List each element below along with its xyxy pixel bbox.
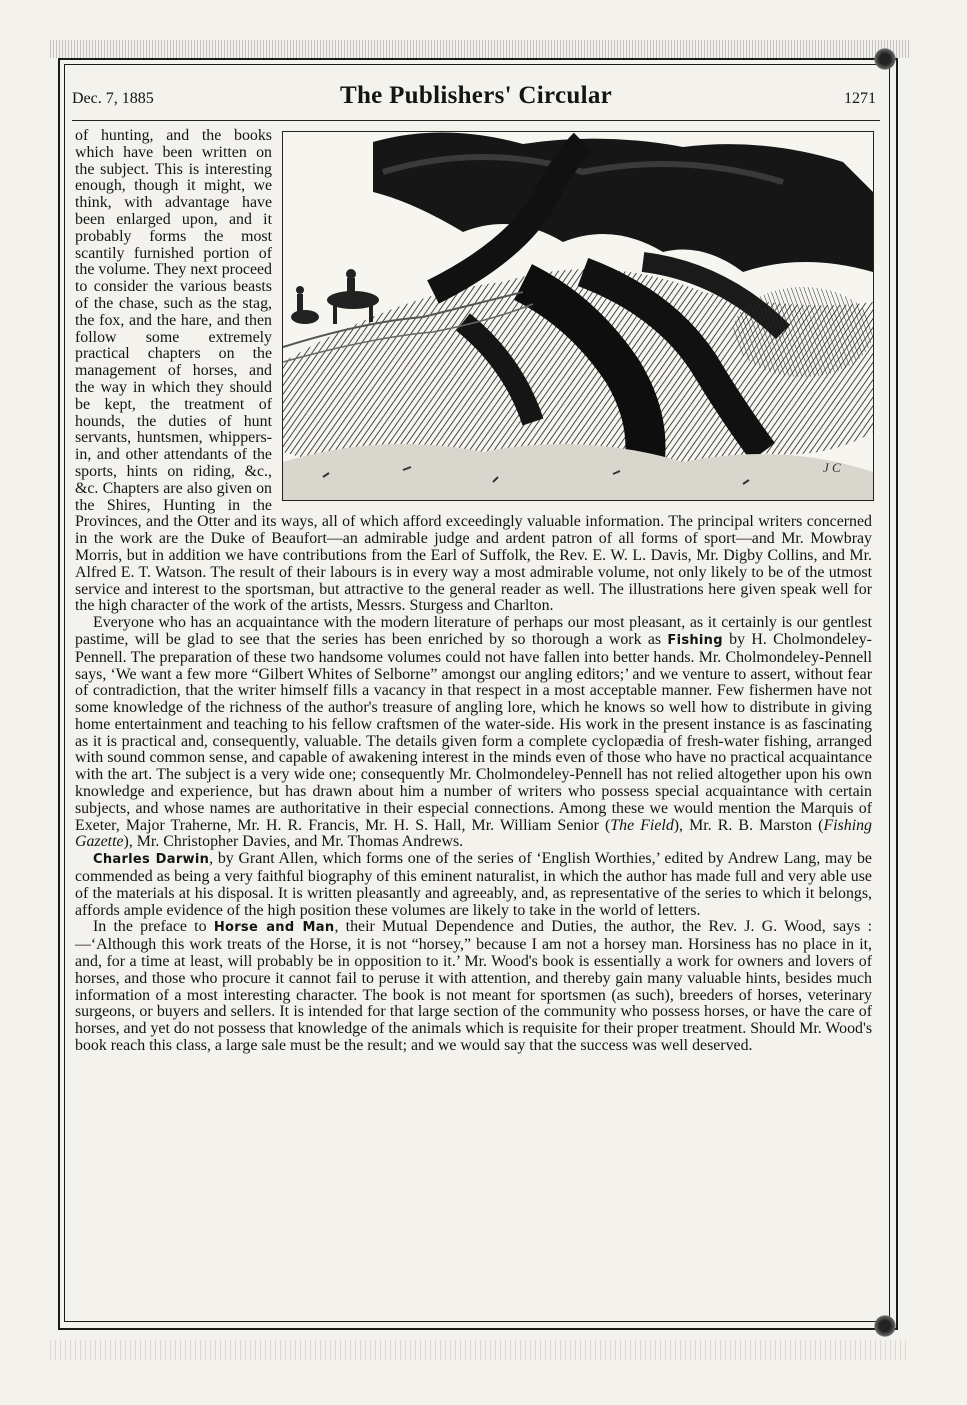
corner-ornament-icon [872, 46, 898, 72]
paper-speckle-bottom [50, 1340, 910, 1360]
page-number: 1271 [844, 90, 876, 107]
corner-ornament-icon [872, 1313, 898, 1339]
header-date: Dec. 7, 1885 [72, 90, 154, 107]
paragraph-horse-and-man: In the preface to Horse and Man, their Mutual Dependence and Duties, the author, the Rev. J. G. Wood, says :—‘Although this work treats of the Horse, it is not “horsey,” because I am not a horsey man. Horsiness has no place in it, and, for a time at least, will probably be in opposition to it.’ Mr. Wood's book is essentially a work for owners and lovers of horses, and those who procure it cannot fail to peruse it with attention, and thereby gain many valuable hints, besides much information of a most interesting character. The book is not meant for sportsmen (as such), breeders of horses, veterinary surgeons, or buyers and sellers. It is intended for that large section of the community who possess horses, or have the care of horses, and yet do not possess that knowledge of the animals which is requisite for their proper treatment. Should Mr. Wood's book reach this class, a large sale must be the result; and we would say that the success was well deserved. [75, 918, 873, 1055]
book-title-horse-and-man: Horse and Man [213, 920, 335, 936]
paragraph-darwin: Charles Darwin, by Grant Allen, which forms one of the series of ‘English Worthies,’ edited by Andrew Lang, may be commended as being a very faithful biography of this eminent naturalist, in which the author has made full and very able use of the materials at his disposal. It is written pleasantly and agreeably, and, as representative of the series to which it belongs, affords ample evidence of the high position these volumes are likely to take in the world of letters. [75, 850, 872, 919]
article-body [75, 128, 872, 1055]
artist-signature: J C [823, 460, 841, 475]
book-title-fishing: Fishing [667, 632, 723, 648]
paper-speckle-top [50, 40, 910, 58]
page-header [72, 80, 880, 121]
book-title-darwin: Charles Darwin [93, 852, 210, 868]
paragraph-fishing: Everyone who has an acquaintance with the modern literature of perhaps our most pleasant, as it certainly is our gentlest pastime, will be glad to see that the series has been enriched by so thorough a work as Fishing by H. Cholmondeley-Pennell. The preparation of these two handsome volumes could not have fallen into better hands. Mr. Cholmondeley-Pennell says, ‘We want a few more “Gilbert Whites of Selborne” amongst our angling editors;’ and we venture to assert, without fear of contradiction, that the writer himself fills a vacancy in that respect in a most acceptable manner. Few fishermen have not some knowledge of the richness of the author's treasure of angling lore, which he knows so well how to distribute in giving home entertainment and teaching to his fellow craftsmen of the water-side. His work in the present instance is as fascinating as it is practical and, consequently, valuable. The details given form a complete cyclopædia of fresh-water fishing, arranged with sound common sense, and capable of awakening interest in the minds even of those who have no practical acquaintance with the art. The subject is a very wide one; consequently Mr. Cholmondeley-Pennell has not relied altogether upon his own knowledge and experience, but has drawn about him a number of writers who possess special acquaintance with certain subjects, and whose names are authoritative in their especial connections. Among these we would mention the Marquis of Exeter, Major Traherne, Mr. H. R. Francis, Mr. H. S. Hall, Mr. William Senior (The Field), Mr. R. B. Marston (Fishing Gazette), Mr. Christopher Davies, and Mr. Thomas Andrews. [75, 614, 872, 851]
paragraph-hunting: of hunting, and the books which have been written on the subject. This is interesting enough, though it might, we think, with advantage have been enlarged upon, and it probably forms the most scantily furnished portion of the volume. They next proceed to consider the various beasts of the chase, such as the stag, the fox, and the hare, and then follow some extremely practical chapters on the management of horses, and the way in which they should be kept, the treatment of hounds, the duties of hunt servants, huntsmen, whippers-in, and other attendants of the sports, hints on riding, &c., &c. Chapters are also given on the Shires, Hunting in the Provinces, and the Otter and its ways, all of which afford exceedingly valuable information. The principal writers concerned in the work are the Duke of Beaufort—an admirable judge and ardent patron of all forms of sport—and Mr. Mowbray Morris, but in addition we have contributions from the Earl of Suffolk, the Rev. E. W. L. Davis, Mr. Digby Collins, and Mr. Alfred E. T. Watson. The result of their labours is in every way a most admirable volume, not only likely to be of the utmost service and interest to the sportsman, but attractive to the general reader as well. The illustrations here given speak well for the high character of the work of the artists, Messrs. Sturgess and Charlton. [75, 127, 872, 615]
hunting-illustration [282, 131, 874, 501]
engraving-hunt-scene-icon [283, 132, 873, 500]
journal-title: The Publishers' Circular [339, 82, 613, 109]
